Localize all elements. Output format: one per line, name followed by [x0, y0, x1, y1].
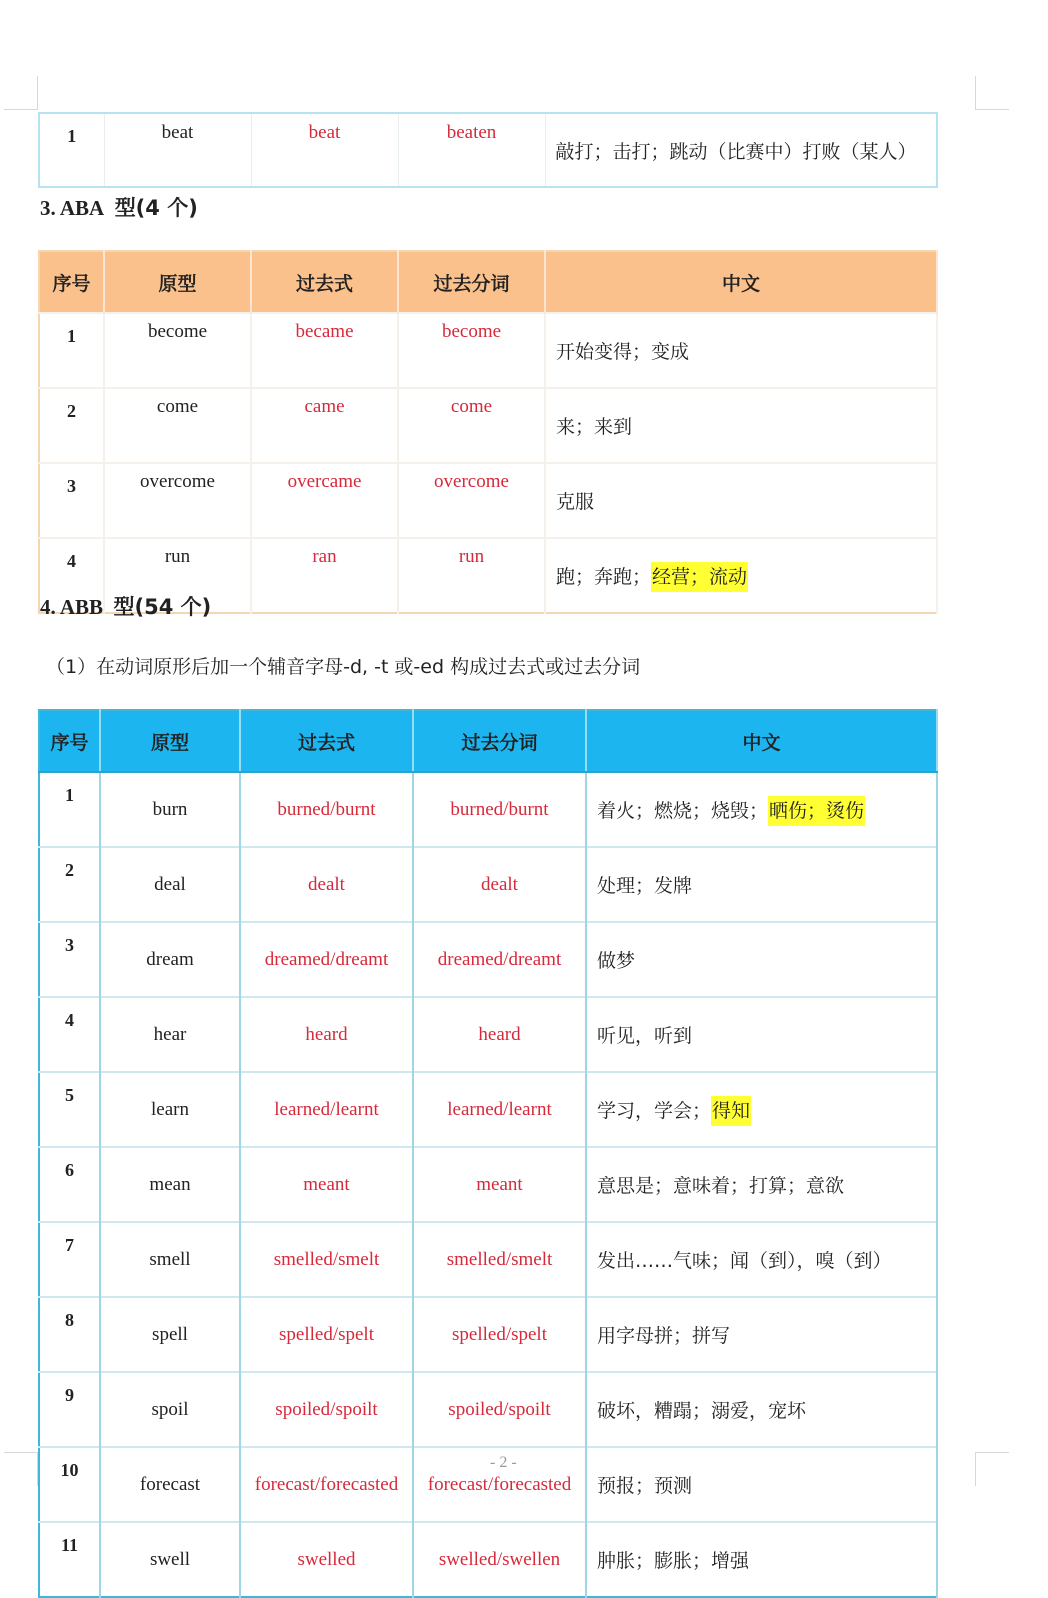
- chinese-meaning: [586, 922, 937, 997]
- past-tense: spelled/spelt: [240, 1297, 413, 1372]
- row-number: 2: [39, 388, 104, 463]
- meaning-text: 破坏，糟蹋；溺爱，宠坏: [597, 1400, 807, 1422]
- crop-mark: [4, 109, 38, 110]
- section-4-title-cn: 型(54 个): [113, 595, 212, 619]
- meaning-text: 敲打；击打；跳动（比赛中）打败（某人）: [555, 140, 917, 163]
- meaning-text: 处理；发牌: [597, 875, 693, 897]
- past-participle: learned/learnt: [413, 1072, 586, 1147]
- table-row: [39, 1297, 937, 1372]
- past-participle: spelled/spelt: [413, 1297, 586, 1372]
- header-base: 原型: [104, 251, 251, 313]
- base-form: burn: [100, 772, 240, 847]
- crop-mark: [4, 1452, 38, 1453]
- past-participle: come: [398, 388, 545, 463]
- row-number: 1: [39, 772, 100, 847]
- row-number: 3: [39, 922, 100, 997]
- past-tense: dealt: [240, 847, 413, 922]
- row-number: 4: [39, 997, 100, 1072]
- table-row: [39, 847, 937, 922]
- past-tense: forecast/forecasted: [240, 1447, 413, 1522]
- crop-mark: [37, 76, 38, 110]
- table-row: [39, 463, 937, 538]
- past-participle: burned/burnt: [413, 772, 586, 847]
- past-tense: learned/learnt: [240, 1072, 413, 1147]
- section-3-heading: [40, 192, 198, 222]
- past-tense: burned/burnt: [240, 772, 413, 847]
- row-number: 1: [39, 313, 104, 388]
- table-row: [39, 313, 937, 388]
- base-form: swell: [100, 1522, 240, 1597]
- past-tense: heard: [240, 997, 413, 1072]
- past-participle: spoiled/spoilt: [413, 1372, 586, 1447]
- crop-mark: [975, 1452, 1009, 1453]
- chinese-meaning: [586, 772, 937, 847]
- meaning-text: 着火；燃烧；烧毁；: [597, 800, 769, 822]
- table-row: [39, 113, 937, 187]
- meaning-text: 来；来到: [556, 416, 633, 438]
- base-form: spoil: [100, 1372, 240, 1447]
- row-number: 6: [39, 1147, 100, 1222]
- highlighted-meaning: 经营；流动: [651, 562, 748, 592]
- past-tense: meant: [240, 1147, 413, 1222]
- table-row: [39, 922, 937, 997]
- section-3-title-cn: 型(4 个): [114, 196, 198, 220]
- chinese-meaning: [586, 1222, 937, 1297]
- row-number: 2: [39, 847, 100, 922]
- base-form: forecast: [100, 1447, 240, 1522]
- chinese-meaning: [586, 847, 937, 922]
- past-participle: forecast/forecasted: [413, 1447, 586, 1522]
- base-form: learn: [100, 1072, 240, 1147]
- table-row: [39, 1072, 937, 1147]
- section-3-title-num: 3. ABA: [40, 196, 105, 220]
- section-4-title-num: 4. ABB: [40, 595, 104, 619]
- meaning-text: 跑；奔跑；: [556, 566, 652, 588]
- row-number: 10: [39, 1447, 100, 1522]
- meaning-text: 开始变得；变成: [556, 341, 690, 363]
- base-form: smell: [100, 1222, 240, 1297]
- aba-verb-table: [38, 250, 938, 614]
- meaning-text: 意思是；意味着；打算；意欲: [597, 1175, 845, 1197]
- meaning-text: 做梦: [597, 950, 636, 972]
- row-number: 7: [39, 1222, 100, 1297]
- chinese-meaning: [545, 388, 937, 463]
- meaning-text: 用字母拼；拼写: [597, 1325, 731, 1347]
- meaning-text: 预报；预测: [597, 1475, 693, 1497]
- past-tense: spoiled/spoilt: [240, 1372, 413, 1447]
- chinese-meaning: [586, 1297, 937, 1372]
- past-participle: smelled/smelt: [413, 1222, 586, 1297]
- past-participle: heard: [413, 997, 586, 1072]
- base-form: mean: [100, 1147, 240, 1222]
- section-4-heading: [40, 591, 211, 621]
- crop-mark: [975, 76, 976, 110]
- header-no: 序号: [39, 251, 104, 313]
- highlighted-meaning: 得知: [711, 1096, 751, 1126]
- past-tense: overcame: [251, 463, 398, 538]
- past-participle: dealt: [413, 847, 586, 922]
- chinese-meaning: [586, 1372, 937, 1447]
- base-form: spell: [100, 1297, 240, 1372]
- row-number: 5: [39, 1072, 100, 1147]
- base-form: deal: [100, 847, 240, 922]
- verb-table-continued: [38, 112, 938, 188]
- past-tense: ran: [251, 538, 398, 613]
- abb-verb-table: [38, 709, 938, 1598]
- past-tense: became: [251, 313, 398, 388]
- chinese-meaning: [586, 1447, 937, 1522]
- past-tense: swelled: [240, 1522, 413, 1597]
- base-form: beat: [104, 113, 251, 187]
- past-tense: smelled/smelt: [240, 1222, 413, 1297]
- chinese-meaning: [586, 1072, 937, 1147]
- table-row: [39, 772, 937, 847]
- row-number: 9: [39, 1372, 100, 1447]
- row-number: 11: [39, 1522, 100, 1597]
- base-form: come: [104, 388, 251, 463]
- page-number: - 2 -: [490, 1454, 517, 1471]
- table-row: [39, 1147, 937, 1222]
- table-row: [39, 1447, 937, 1522]
- header-past: 过去式: [240, 710, 413, 772]
- header-past: 过去式: [251, 251, 398, 313]
- table-row: [39, 997, 937, 1072]
- meaning-text: 肿胀；膨胀；增强: [597, 1550, 750, 1572]
- row-number: 3: [39, 463, 104, 538]
- past-tense: came: [251, 388, 398, 463]
- table-row: [39, 1372, 937, 1447]
- highlighted-meaning: 晒伤；烫伤: [768, 796, 865, 826]
- base-form: hear: [100, 997, 240, 1072]
- header-no: 序号: [39, 710, 100, 772]
- chinese-meaning: [586, 997, 937, 1072]
- base-form: dream: [100, 922, 240, 997]
- row-number: 4: [39, 538, 104, 613]
- table-header-row: [39, 710, 937, 772]
- chinese-meaning: [545, 113, 937, 187]
- chinese-meaning: [586, 1522, 937, 1597]
- chinese-meaning: [545, 313, 937, 388]
- section-4-note: （1）在动词原形后加一个辅音字母-d, -t 或-ed 构成过去式或过去分词: [46, 656, 641, 678]
- meaning-text: 克服: [556, 491, 595, 513]
- header-cn: 中文: [586, 710, 937, 772]
- past-participle: meant: [413, 1147, 586, 1222]
- past-participle: swelled/swellen: [413, 1522, 586, 1597]
- past-participle: overcome: [398, 463, 545, 538]
- table-header-row: [39, 251, 937, 313]
- meaning-text: 学习，学会；: [597, 1100, 712, 1122]
- base-form: become: [104, 313, 251, 388]
- header-base: 原型: [100, 710, 240, 772]
- past-participle: beaten: [398, 113, 545, 187]
- table-row: [39, 1522, 937, 1597]
- table-row: [39, 388, 937, 463]
- meaning-text: 发出……气味；闻（到），嗅（到）: [597, 1250, 892, 1272]
- base-form: overcome: [104, 463, 251, 538]
- header-pp: 过去分词: [413, 710, 586, 772]
- crop-mark: [975, 1452, 976, 1486]
- chinese-meaning: [545, 538, 937, 613]
- chinese-meaning: [545, 463, 937, 538]
- meaning-text: 听见，听到: [597, 1025, 693, 1047]
- crop-mark: [975, 109, 1009, 110]
- past-tense: beat: [251, 113, 398, 187]
- past-participle: run: [398, 538, 545, 613]
- table-row: [39, 1222, 937, 1297]
- base-form: run: [104, 538, 251, 613]
- header-cn: 中文: [545, 251, 937, 313]
- header-pp: 过去分词: [398, 251, 545, 313]
- past-participle: dreamed/dreamt: [413, 922, 586, 997]
- chinese-meaning: [586, 1147, 937, 1222]
- past-participle: become: [398, 313, 545, 388]
- past-tense: dreamed/dreamt: [240, 922, 413, 997]
- row-number: 1: [39, 113, 104, 187]
- row-number: 8: [39, 1297, 100, 1372]
